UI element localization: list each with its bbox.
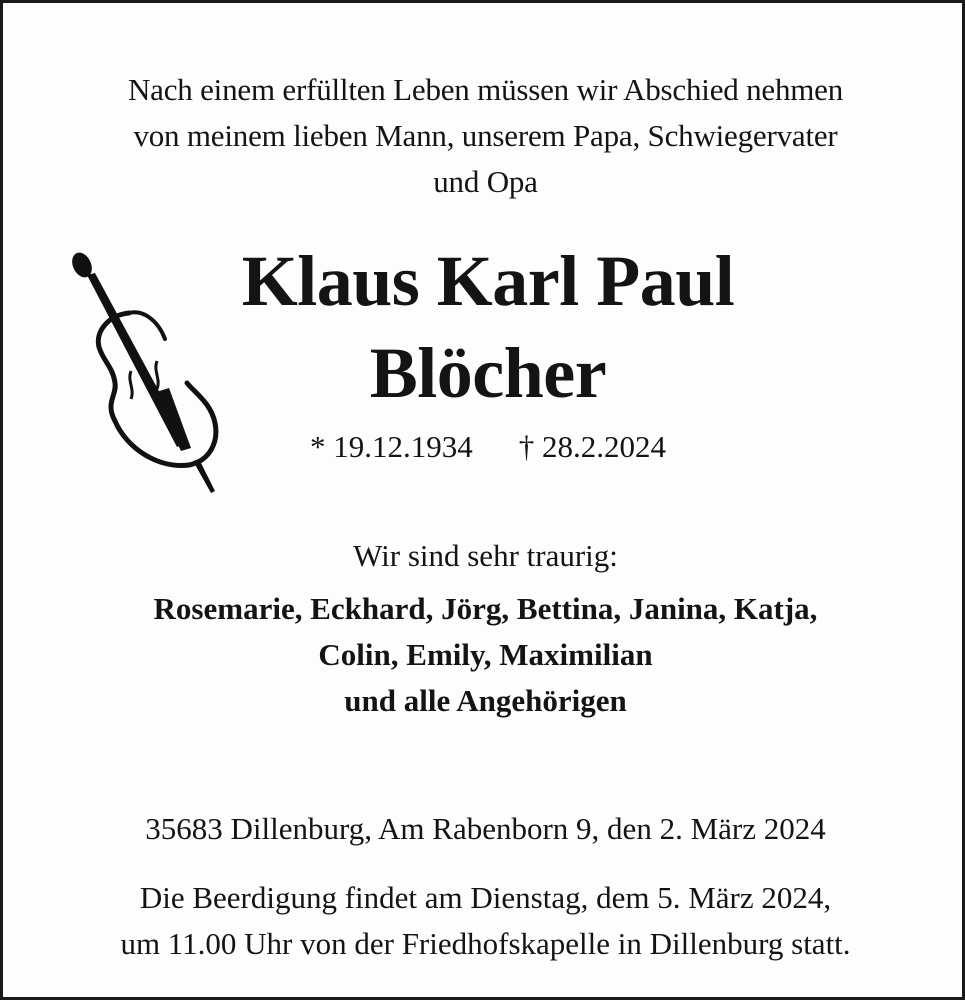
birth-date: * 19.12.1934 bbox=[310, 429, 473, 464]
intro-line: von meinem lieben Mann, unserem Papa, Schwiegervater bbox=[133, 118, 838, 153]
funeral-line: um 11.00 Uhr von der Friedhofskapelle in Dillenburg statt. bbox=[120, 926, 851, 961]
intro-line: und Opa bbox=[433, 164, 538, 199]
mourners-list bbox=[3, 586, 965, 724]
death-date: † 28.2.2024 bbox=[518, 429, 666, 464]
funeral-info bbox=[3, 875, 965, 967]
intro-text bbox=[3, 67, 965, 205]
address-date-line: 35683 Dillenburg, Am Rabenborn 9, den 2. März 2024 bbox=[145, 811, 826, 846]
deceased-name-line1: Klaus Karl Paul bbox=[241, 241, 735, 321]
funeral-line: Die Beerdigung findet am Dienstag, dem 5. März 2024, bbox=[139, 880, 832, 915]
life-dates bbox=[123, 423, 853, 471]
mourners-heading: Wir sind sehr traurig: bbox=[353, 538, 618, 573]
deceased-name bbox=[123, 235, 853, 419]
deceased-name-line2: Blöcher bbox=[369, 333, 607, 413]
intro-line: Nach einem erfüllten Leben müssen wir Abschied nehmen bbox=[127, 72, 844, 107]
mourners-line: und alle Angehörigen bbox=[344, 683, 627, 718]
mourners-line: Rosemarie, Eckhard, Jörg, Bettina, Janina, Katja, bbox=[153, 591, 818, 626]
mourners-line: Colin, Emily, Maximilian bbox=[318, 637, 653, 672]
